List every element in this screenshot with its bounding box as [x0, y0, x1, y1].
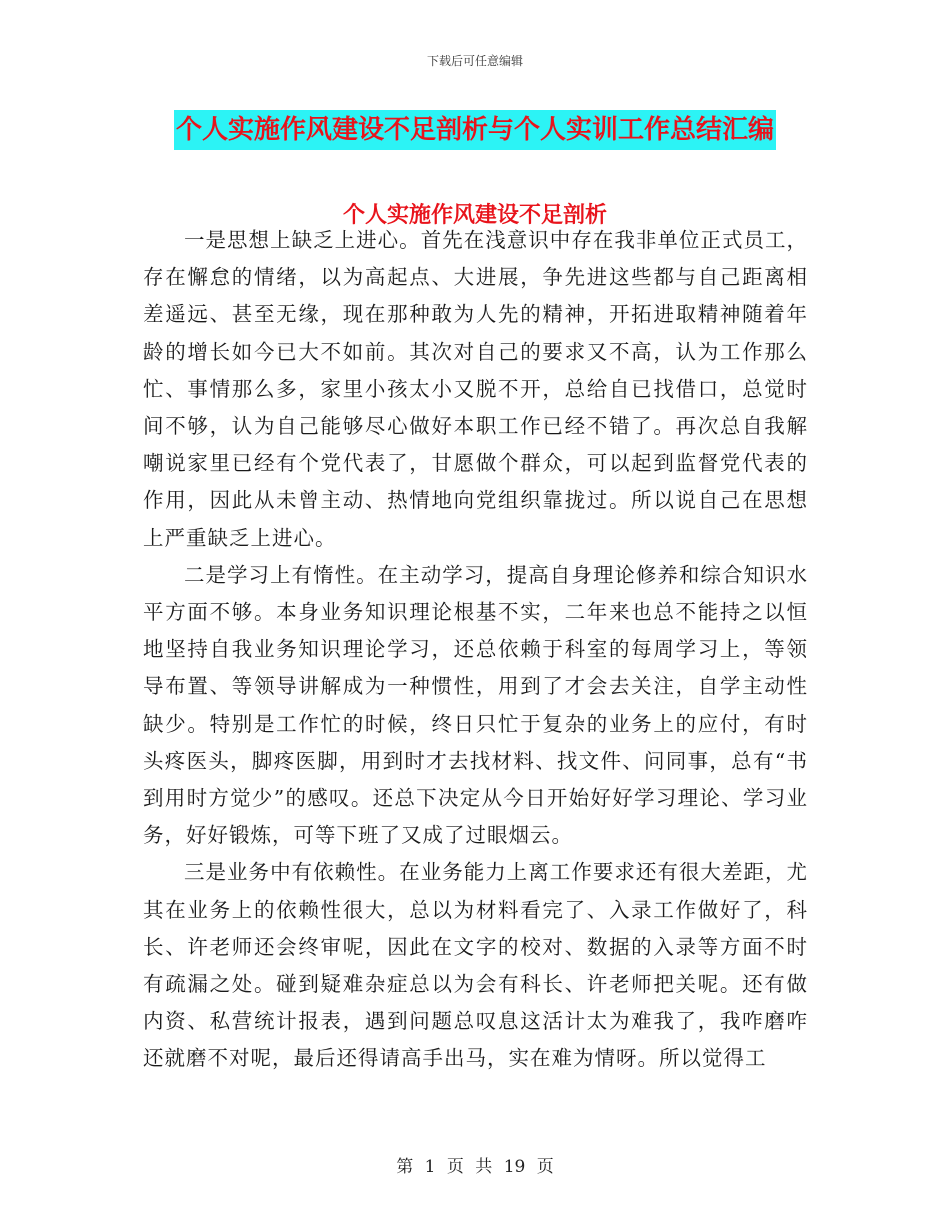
page-header-note: 下载后可任意编辑 [426, 54, 523, 68]
paragraph-1: 一是思想上缺乏上进心。首先在浅意识中存在我非单位正式员工，存在懈怠的情绪，以为高起点、大进展，争先进这些都与自己距离相差遥远、甚至无缘，现在那种敢为人先的精神，开拓进取精神随着年龄的增长如今已大不如前。其次对自己的要求又不高，认为工作那么忙、事情那么多，家里小孩太小又脱不开，总给自已找借口，总觉时间不够，认为自己能够尽心做好本职工作已经不错了。再次总自我解嘲说家里已经有个党代表了，甘愿做个群众，可以起到监督党代表的作用，因此从未曾主动、热情地向党组织靠拢过。所以说自己在思想上严重缺乏上进心。 [143, 228, 808, 550]
main-title-container [0, 110, 950, 150]
paragraph-2: 二是学习上有惰性。在主动学习，提高自身理论修养和综合知识水平方面不够。本身业务知识理论根基不实，二年来也总不能持之以恒地坚持自我业务知识理论学习，还总依赖于科室的每周学习上，等领导布置、等领导讲解成为一种惯性，用到了才会去关注，自学主动性缺少。特别是工作忙的时候，终日只忙于复杂的业务上的应付，有时头疼医头，脚疼医脚，用到时才去找材料、找文件、问同事，总有“书到用时方觉少”的感叹。还总下决定从今日开始好好学习理论、学习业务，好好锻炼，可等下班了又成了过眼烟云。 [143, 562, 808, 848]
section-title: 个人实施作风建设不足剖析 [342, 202, 607, 228]
paragraph-3: 三是业务中有依赖性。在业务能力上离工作要求还有很大差距，尤其在业务上的依赖性很大，总以为材料看完了、入录工作做好了，科长、许老师还会终审呢，因此在文字的校对、数据的入录等方面不时有疏漏之处。碰到疑难杂症总以为会有科长、许老师把关呢。还有做内资、私营统计报表，遇到问题总叹息这活计太为难我了，我咋磨咋还就磨不对呢，最后还得请高手出马，实在难为情呀。所以觉得工 [143, 860, 808, 1071]
document-body [143, 222, 808, 1078]
page-number-footer: 第 1 页 共 19 页 [396, 1157, 554, 1177]
document-main-title: 个人实施作风建设不足剖析与个人实训工作总结汇编 [174, 110, 776, 150]
